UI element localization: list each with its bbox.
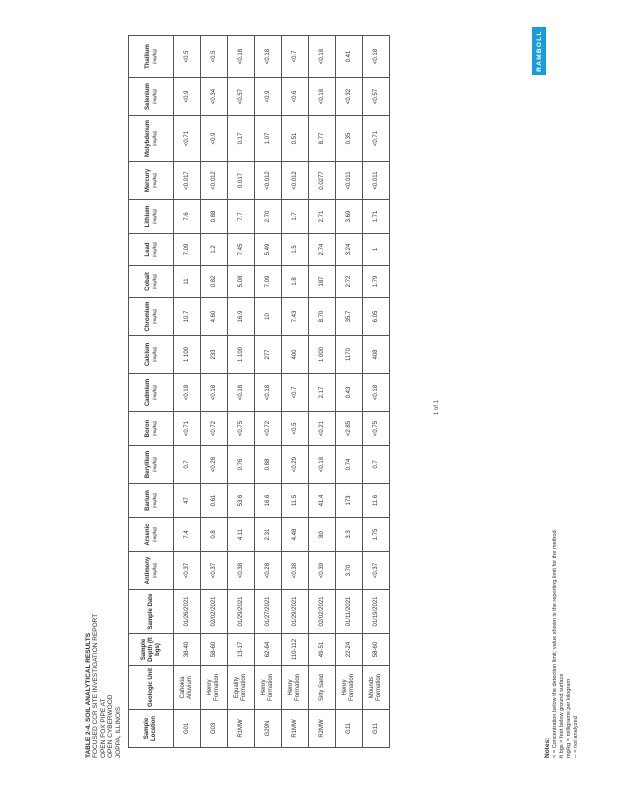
table-cell: <0.37: [174, 552, 201, 590]
table-cell: 1.75: [363, 518, 390, 552]
table-title-block: [85, 614, 122, 758]
table-cell: 38-40: [174, 634, 201, 666]
table-cell: 0.7: [363, 446, 390, 484]
table-cell: 10: [255, 298, 282, 336]
table-cell: 0.7: [174, 446, 201, 484]
page-number: 1 of 1: [434, 399, 440, 415]
table-row: [228, 36, 255, 748]
table-cell: G01: [174, 710, 201, 748]
table-cell: 3.24: [336, 234, 363, 266]
table-cell: <0.38: [228, 552, 255, 590]
column-header-unit: (mg/kg): [151, 273, 157, 290]
table-cell: 01/11/2021: [336, 590, 363, 634]
column-header-label: Sample Depth (ft bgs): [140, 637, 161, 662]
table-cell: R2MW: [309, 710, 336, 748]
table-cell: 1.2: [201, 234, 228, 266]
table-cell: 22-24: [336, 634, 363, 666]
table-cell: Henry Formation: [282, 666, 309, 710]
table-cell: 173: [336, 484, 363, 518]
table-cell: <0.011: [363, 162, 390, 200]
table-cell: Henry Formation: [201, 666, 228, 710]
table-cell: <0.5: [174, 36, 201, 78]
table-cell: <0.18: [201, 374, 228, 412]
column-header-label: Sample Date: [147, 593, 154, 630]
table-cell: <0.017: [174, 162, 201, 200]
table-cell: 7.43: [282, 298, 309, 336]
column-header-label: Barium: [144, 490, 151, 511]
column-header-unit: (mg/kg): [151, 48, 157, 65]
table-cell: <0.18: [363, 374, 390, 412]
table-cell: <0.18: [255, 374, 282, 412]
column-header: [129, 590, 174, 634]
table-title: TABLE 2-4. SOIL ANALYTICAL RESULTS: [85, 632, 92, 758]
table-cell: 2.31: [255, 518, 282, 552]
table-cell: <0.72: [255, 412, 282, 446]
column-header: [129, 446, 174, 484]
column-header-unit: (mg/kg): [151, 384, 157, 401]
table-cell: 408: [363, 336, 390, 374]
table-cell: 1.71: [363, 200, 390, 234]
table-cell: <0.71: [363, 116, 390, 162]
table-cell: 5.49: [255, 234, 282, 266]
column-header: [129, 116, 174, 162]
column-header-unit: (mg/kg): [151, 88, 157, 105]
table-cell: <0.39: [309, 552, 336, 590]
table-cell: Mounds Formation: [363, 666, 390, 710]
table-cell: 41.4: [309, 484, 336, 518]
notes-section: [544, 529, 580, 758]
column-header: [129, 666, 174, 710]
table-cell: 01/26/2021: [174, 590, 201, 634]
site-location: JOPPA, ILLINOIS: [114, 706, 122, 758]
table-cell: 1.8: [282, 266, 309, 298]
table-cell: 1.79: [363, 266, 390, 298]
table-cell: 0.017: [228, 162, 255, 200]
table-cell: 49-51: [309, 634, 336, 666]
note-line: ft bgs = feet below ground surface: [559, 673, 565, 758]
table-cell: R1MW: [282, 710, 309, 748]
column-header-label: Calcium: [144, 342, 151, 367]
column-header-label: Thallium: [144, 44, 151, 69]
table-cell: 0.82: [201, 266, 228, 298]
table-cell: <0.18: [228, 36, 255, 78]
table-cell: 1 100: [228, 336, 255, 374]
table-cell: <0.6: [282, 78, 309, 116]
table-cell: 01/29/2021: [228, 590, 255, 634]
column-header-label: Antimony: [144, 556, 151, 585]
table-cell: <0.37: [201, 552, 228, 590]
table-cell: <0.18: [228, 374, 255, 412]
column-header: [129, 36, 174, 78]
table-cell: <0.9: [255, 78, 282, 116]
column-header-unit: (mg/kg): [151, 526, 157, 543]
table-cell: 5.08: [228, 266, 255, 298]
column-header: [129, 336, 174, 374]
table-cell: 233: [201, 336, 228, 374]
table-cell: <0.57: [363, 78, 390, 116]
table-cell: Equality Formation: [228, 666, 255, 710]
table-row: [201, 36, 228, 748]
table-cell: <0.71: [174, 116, 201, 162]
table-cell: <0.75: [228, 412, 255, 446]
table-header-row: [129, 36, 174, 748]
column-header: [129, 552, 174, 590]
table-cell: 7.09: [255, 266, 282, 298]
column-header: [129, 374, 174, 412]
table-row: [336, 36, 363, 748]
table-cell: <0.18: [363, 36, 390, 78]
table-cell: 3.3: [336, 518, 363, 552]
table-cell: 11.6: [363, 484, 390, 518]
table-cell: Silty Sand: [309, 666, 336, 710]
column-header: [129, 234, 174, 266]
table-cell: 7.6: [174, 200, 201, 234]
table-body: [174, 36, 390, 748]
column-header: [129, 710, 174, 748]
column-header-unit: (mg/kg): [151, 208, 157, 225]
table-row: [363, 36, 390, 748]
column-header-unit: (mg/kg): [151, 420, 157, 437]
table-cell: 110-112: [282, 634, 309, 666]
table-cell: G03: [201, 710, 228, 748]
table-cell: 0.88: [255, 446, 282, 484]
table-cell: 11: [174, 266, 201, 298]
table-cell: 1.07: [255, 116, 282, 162]
table-cell: <0.28: [255, 552, 282, 590]
column-header: [129, 484, 174, 518]
table-cell: 0.51: [282, 116, 309, 162]
table-cell: 6.05: [363, 298, 390, 336]
table-cell: Henry Formation: [336, 666, 363, 710]
table-cell: 16.6: [255, 484, 282, 518]
table-cell: <0.72: [201, 412, 228, 446]
table-cell: <0.5: [282, 412, 309, 446]
table-cell: <0.57: [228, 78, 255, 116]
column-header: [129, 266, 174, 298]
table-cell: 0.88: [201, 200, 228, 234]
column-header-unit: (mg/kg): [151, 172, 157, 189]
table-cell: 58-60: [201, 634, 228, 666]
table-cell: <0.29: [282, 446, 309, 484]
column-header-unit: (mg/kg): [151, 456, 157, 473]
column-header: [129, 518, 174, 552]
table-cell: 0.8: [201, 518, 228, 552]
table-cell: <0.012: [255, 162, 282, 200]
table-cell: 1.7: [282, 200, 309, 234]
table-cell: 47: [174, 484, 201, 518]
table-cell: <0.7: [282, 374, 309, 412]
table-cell: R1MW: [228, 710, 255, 748]
table-cell: 0.35: [336, 116, 363, 162]
table-cell: <0.9: [201, 116, 228, 162]
table-cell: <0.18: [309, 36, 336, 78]
table-cell: <0.18: [255, 36, 282, 78]
table-cell: 400: [282, 336, 309, 374]
table-cell: 1: [363, 234, 390, 266]
column-header-label: Arsenic: [144, 523, 151, 546]
table-cell: 8.77: [309, 116, 336, 162]
column-header-label: Geologic Unit: [147, 668, 154, 707]
table-cell: G11: [336, 710, 363, 748]
table-cell: 2.74: [309, 234, 336, 266]
table-cell: 0.43: [336, 374, 363, 412]
report-title: FOCUSED CCR SITE INVESTIGATION REPORT: [92, 613, 100, 758]
table-cell: 35.7: [336, 298, 363, 336]
table-row: [255, 36, 282, 748]
column-header-label: Molybdenum: [144, 120, 151, 157]
table-row: [282, 36, 309, 748]
column-header-unit: (mg/kg): [151, 492, 157, 509]
column-header-label: Lithium: [144, 205, 151, 228]
table-cell: 1 100: [174, 336, 201, 374]
column-header-unit: (mg/kg): [151, 562, 157, 579]
ramboll-logo: RAMBOLL: [532, 27, 546, 75]
table-cell: 2.17: [309, 374, 336, 412]
table-row: [174, 36, 201, 748]
column-header-label: Cadmium: [144, 378, 151, 407]
table-cell: <0.18: [309, 446, 336, 484]
table-cell: 10.7: [174, 298, 201, 336]
table-cell: 0.76: [228, 446, 255, 484]
table-cell: 01/27/2021: [255, 590, 282, 634]
table-cell: 7.4: [174, 518, 201, 552]
table-cell: 7.45: [228, 234, 255, 266]
table-cell: 58-60: [363, 634, 390, 666]
table-cell: 4.60: [201, 298, 228, 336]
table-cell: 13-17: [228, 634, 255, 666]
table-cell: <0.32: [336, 78, 363, 116]
table-cell: <0.28: [201, 446, 228, 484]
table-cell: 187: [309, 266, 336, 298]
column-header-label: Mercury: [144, 168, 151, 193]
table-cell: <0.9: [174, 78, 201, 116]
table-cell: 62-64: [255, 634, 282, 666]
column-header: [129, 634, 174, 666]
table-cell: 02/02/2021: [201, 590, 228, 634]
column-header-label: Chromium: [144, 301, 151, 332]
table-cell: G29N: [255, 710, 282, 748]
column-header: [129, 162, 174, 200]
column-header: [129, 412, 174, 446]
table-cell: <0.38: [282, 552, 309, 590]
column-header-label: Sample Location: [144, 716, 157, 741]
table-cell: 3.69: [336, 200, 363, 234]
column-header-unit: (mg/kg): [151, 130, 157, 147]
table-row: [309, 36, 336, 748]
table-cell: 7.7: [228, 200, 255, 234]
table-cell: 02/02/2021: [309, 590, 336, 634]
table-cell: <0.71: [174, 412, 201, 446]
table-cell: 16.9: [228, 298, 255, 336]
table-cell: <0.75: [363, 412, 390, 446]
table-cell: 277: [255, 336, 282, 374]
notes-header: Notes:: [544, 737, 551, 758]
table-cell: <0.21: [309, 412, 336, 446]
column-header: [129, 200, 174, 234]
site-name-2: OPEN CYBERWOOD: [107, 694, 115, 758]
table-cell: 4.11: [228, 518, 255, 552]
table-cell: Henry Formation: [255, 666, 282, 710]
table-cell: 3.70: [336, 552, 363, 590]
table-cell: 1 000: [309, 336, 336, 374]
column-header-unit: (mg/kg): [151, 308, 157, 325]
table-cell: <0.012: [282, 162, 309, 200]
column-header-label: Beryllium: [144, 450, 151, 479]
table-cell: 53.6: [228, 484, 255, 518]
table-cell: <0.011: [336, 162, 363, 200]
table-cell: 0.74: [336, 446, 363, 484]
table-cell: <0.5: [201, 36, 228, 78]
column-header-unit: (mg/kg): [151, 346, 157, 363]
column-header-label: Lead: [144, 242, 151, 257]
table-cell: Cahokia Alluvium: [174, 666, 201, 710]
site-name: OPEN FOX PIPE AT: [99, 698, 107, 758]
note-line: -- = not analyzed: [573, 716, 579, 758]
column-header-label: Selenium: [144, 83, 151, 110]
column-header-label: Cobalt: [144, 272, 151, 291]
table-cell: 1170: [336, 336, 363, 374]
table-cell: <0.012: [201, 162, 228, 200]
table-cell: 1.5: [282, 234, 309, 266]
table-cell: 11.5: [282, 484, 309, 518]
table-cell: <0.18: [174, 374, 201, 412]
table-cell: 2.72: [336, 266, 363, 298]
table-cell: <0.7: [282, 36, 309, 78]
table-cell: 0.17: [228, 116, 255, 162]
table-cell: <0.37: [363, 552, 390, 590]
column-header-unit: (mg/kg): [151, 241, 157, 258]
table-cell: <2.85: [336, 412, 363, 446]
table-cell: G11: [363, 710, 390, 748]
note-line: mg/kg = milligrams per kilogram: [566, 678, 572, 758]
table-cell: 2.71: [309, 200, 336, 234]
soil-results-table: [128, 35, 390, 748]
table-cell: 01/29/2021: [282, 590, 309, 634]
table-cell: 0.41: [336, 36, 363, 78]
table-cell: 7.09: [174, 234, 201, 266]
table-cell: 4.48: [282, 518, 309, 552]
table-cell: 8.70: [309, 298, 336, 336]
table-cell: 2.70: [255, 200, 282, 234]
column-header-label: Boron: [144, 419, 151, 438]
table-cell: <0.34: [201, 78, 228, 116]
table-cell: 01/19/2021: [363, 590, 390, 634]
table-cell: 80: [309, 518, 336, 552]
column-header: [129, 78, 174, 116]
note-line: < = Concentration below the detection limit; value shown is the reporting limit for the method.: [552, 528, 558, 758]
table-cell: <0.18: [309, 78, 336, 116]
table-cell: 0.61: [201, 484, 228, 518]
table-cell: 0.0277: [309, 162, 336, 200]
column-header: [129, 298, 174, 336]
